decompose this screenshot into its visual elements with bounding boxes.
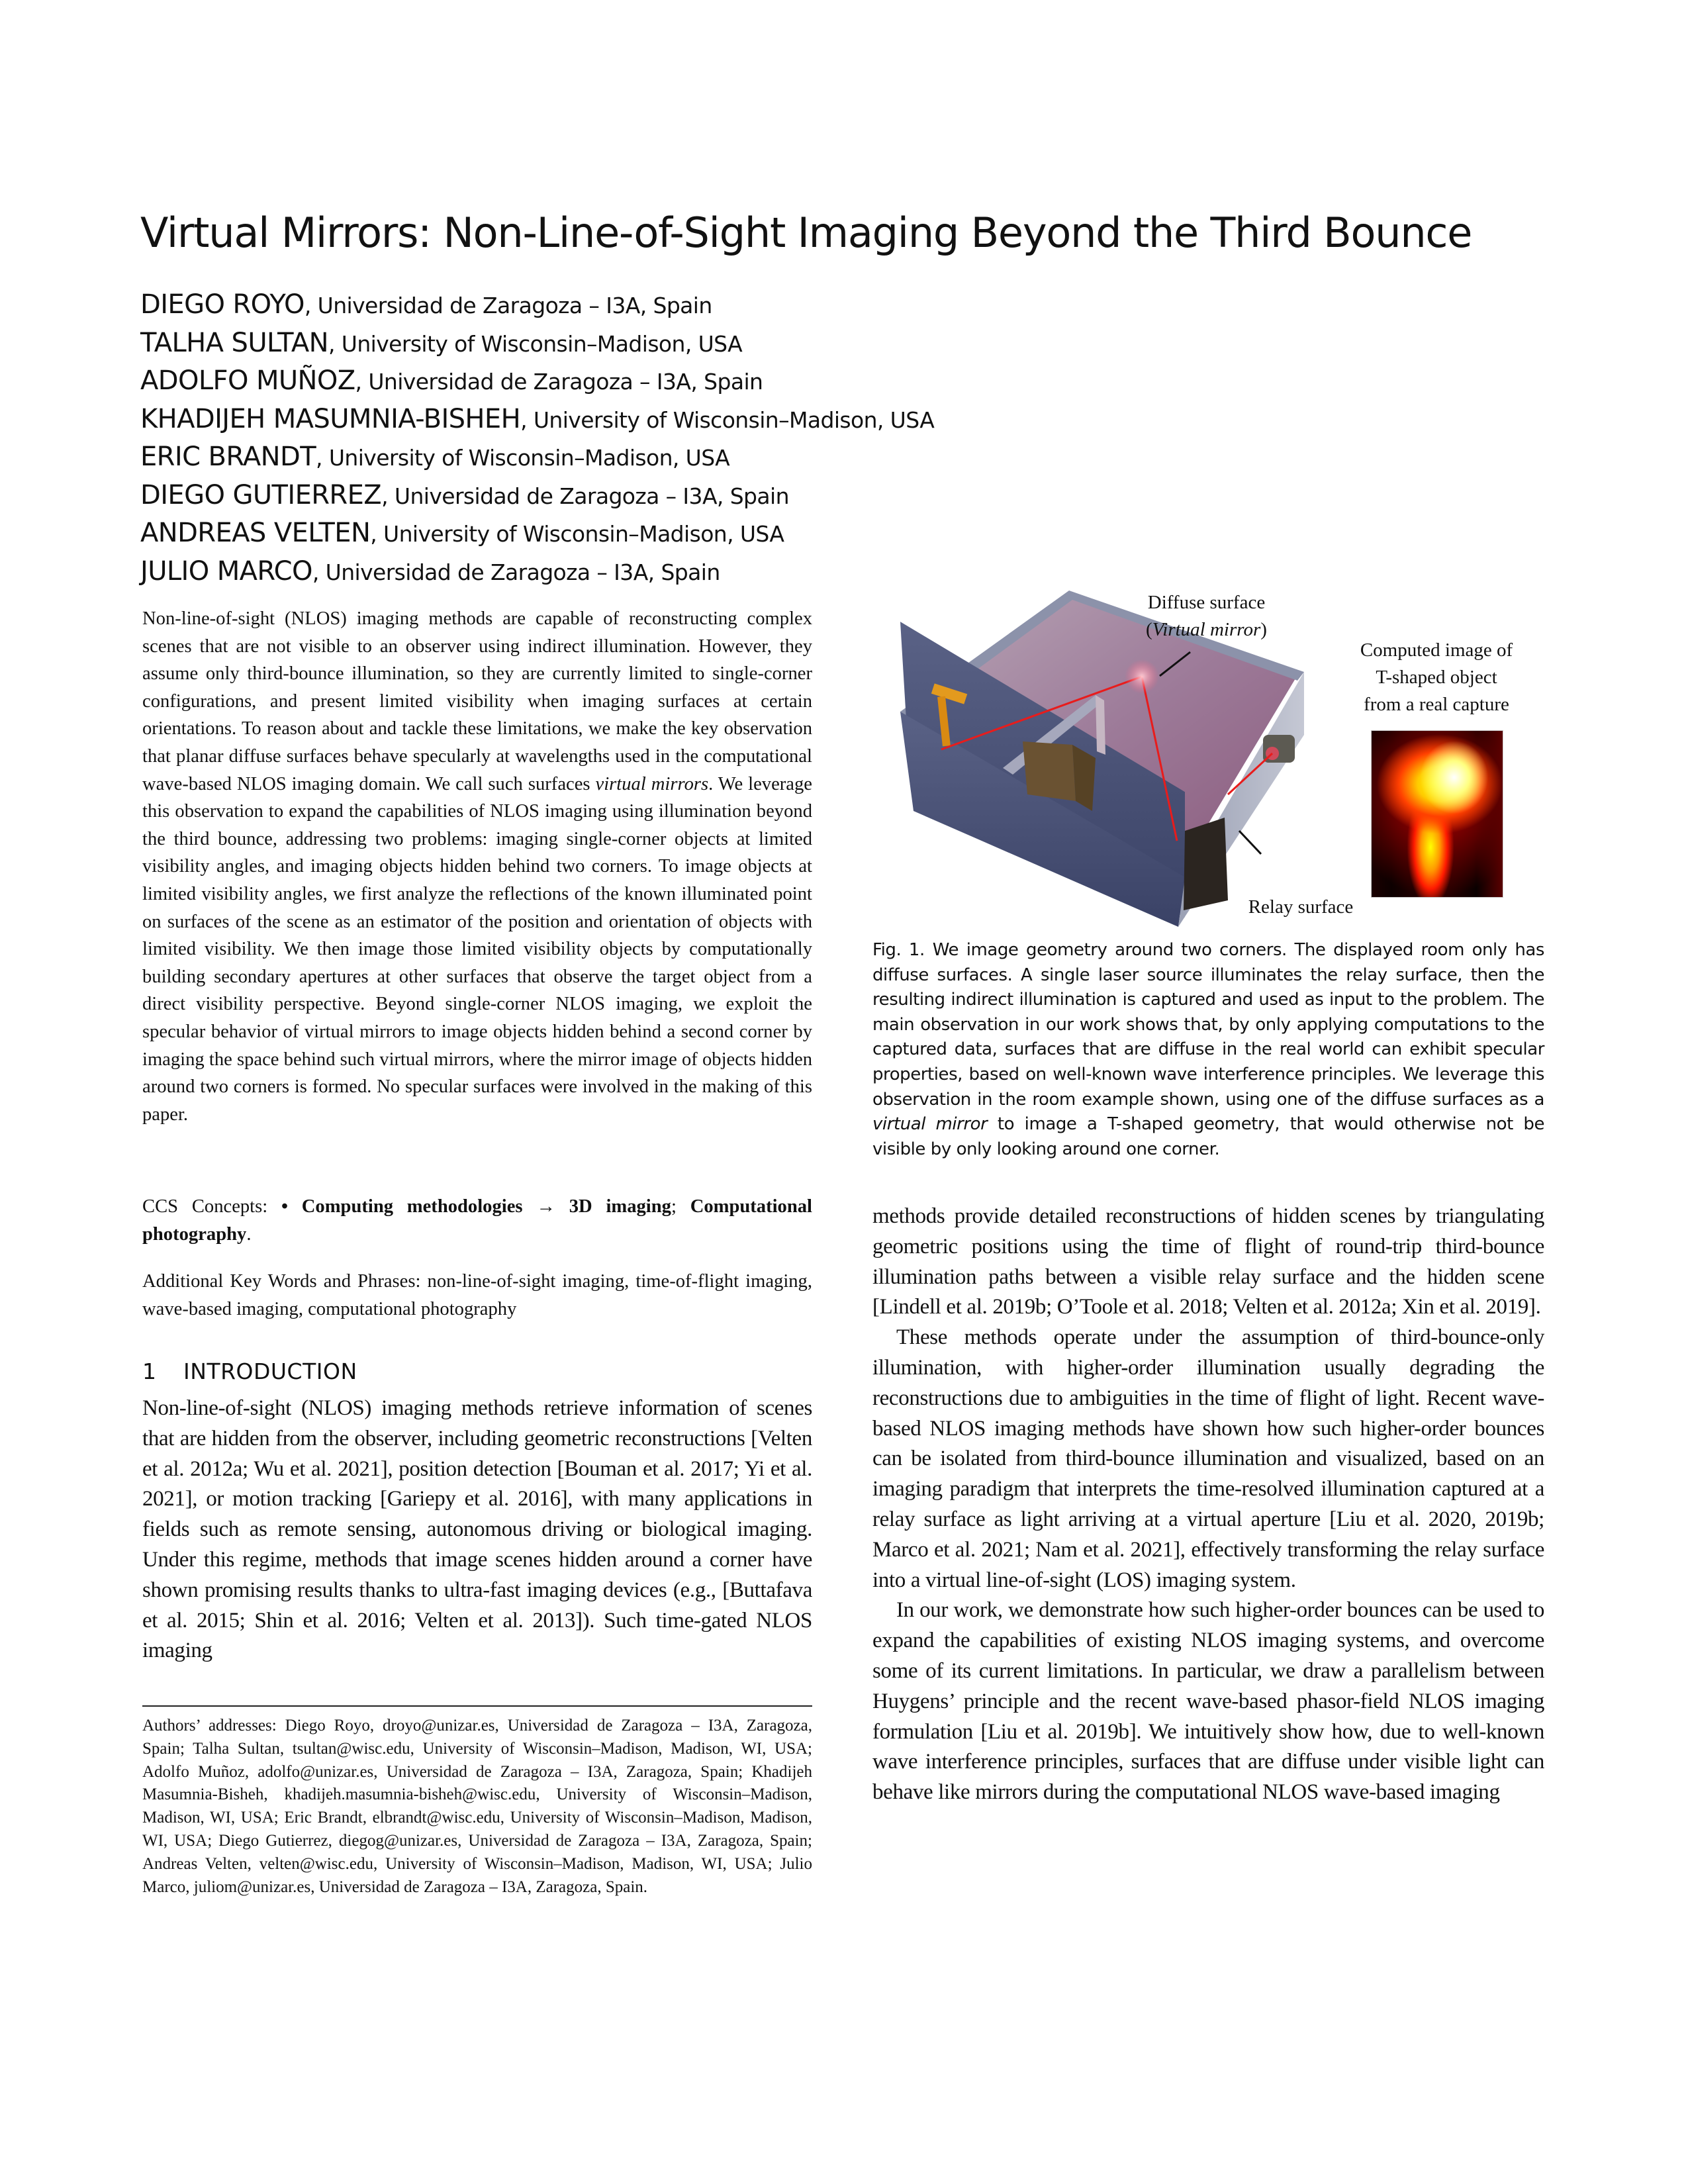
- author-affiliation: University of Wisconsin–Madison, USA: [533, 406, 935, 433]
- computed-heatmap-image: [1371, 730, 1503, 898]
- author-name: JULIO MARCO: [140, 555, 312, 587]
- label-line: Diffuse surface: [1147, 592, 1266, 613]
- keywords: [142, 1268, 812, 1323]
- author-separator: ,: [381, 483, 395, 509]
- ccs-concept: Computational photography: [142, 1196, 812, 1245]
- author-entry: [140, 286, 934, 324]
- label-line: [1135, 616, 1278, 643]
- author-name: TALHA SULTAN: [140, 327, 328, 358]
- abstract-text: . We leverage this observation to expand the capabilities of NLOS imaging using illumination beyond the third bounce, addressing two problems: imaging single-corner objects at limited visibility angles, and imaging objects hidden behind two corners. To image objects at limited visibility angles, we first analyze the reflections of the known illuminated point on surfaces of the scene as an estimator of the position and orientation of objects with limited visibility. We then image those limited visibility objects by computationally building secondary apertures at other surfaces that observe the target object from a direct visibility perspective. Beyond single-corner NLOS imaging, we exploit the specular behavior of virtual mirrors to image objects hidden behind a second corner by imaging the space behind such virtual mirrors, where the mirror image of objects hidden around two corners is formed. No specular surfaces were involved in the making of this paper.: [142, 773, 812, 1125]
- author-entry: [140, 438, 934, 477]
- body-paragraph: In our work, we demonstrate how such higher-order bounces can be used to expand the capabilities of existing NLOS imaging systems, and overcome some of its current limitations. In particular, we draw a parallelism between Huygens’ principle and the recent wave-based phasor-field NLOS imaging formulation [Liu et al. 2019b]. We intuitively show how, due to well-known wave interference principles, surfaces that are diffuse under visible light can behave like mirrors during the computational NLOS wave-based imaging: [872, 1598, 1544, 1805]
- intro-right-column: [872, 1202, 1544, 1808]
- ccs-arrow: →: [522, 1196, 569, 1217]
- label-relay-surface: Relay surface: [1248, 896, 1354, 918]
- author-name: ADOLFO MUÑOZ: [140, 365, 355, 396]
- caption-emphasis: virtual mirror: [872, 1114, 988, 1135]
- keywords-text: non-line-of-sight imaging, time-of-flight imaging, wave-based imaging, computational photography: [142, 1271, 813, 1319]
- abstract-text: Non-line-of-sight (NLOS) imaging methods are capable of reconstructing complex scenes that are not visible to an observer using indirect illumination. However, they assume only third-bounce illumination, so they are currently limited to single-corner configurations, and present limited visibility when imaging surfaces at certain orientations. To reason about and tackle these limitations, we make the key observation that planar diffuse surfaces behave specularly at wavelengths used in the computational wave-based NLOS imaging domain. We call such surfaces: [142, 608, 812, 794]
- laser-spot-glow: [1125, 659, 1159, 694]
- author-separator: ,: [304, 293, 318, 318]
- author-entry: [140, 477, 934, 515]
- label-computed-image: [1337, 637, 1536, 718]
- author-separator: ,: [520, 406, 534, 433]
- section-heading: [142, 1358, 357, 1384]
- author-affiliation: University of Wisconsin–Madison, USA: [328, 445, 730, 471]
- author-name: ERIC BRANDT: [140, 442, 316, 472]
- author-name: ANDREAS VELTEN: [140, 518, 371, 548]
- author-affiliation: Universidad de Zaragoza – I3A, Spain: [325, 559, 720, 585]
- body-paragraph: These methods operate under the assumption of third-bounce-only illumination, with higher-order illumination usually degrading the reconstructions due to ambiguities in the time of flight of light. Recent wave-based NLOS imaging methods have shown how such higher-order bounces can be isolated from third-bounce illumination and visualized, based on an imaging paradigm that interprets the time-resolved illumination captured at a relay surface as light arriving at a virtual aperture [Liu et al. 2020, 2019b; Marco et al. 2021; Nam et al. 2021], effectively transforming the relay surface into a virtual line-of-sight (LOS) imaging system.: [872, 1325, 1544, 1592]
- relay-surface: [1184, 818, 1228, 910]
- author-separator: ,: [328, 330, 342, 357]
- ccs-concept: Computing methodologies: [301, 1196, 523, 1217]
- abstract: [142, 605, 812, 1128]
- body-paragraph: Non-line-of-sight (NLOS) imaging methods retrieve information of scenes that are hidden from the observer, including geometric reconstructions [Velten et al. 2012a; Wu et al. 2021], position detection [Bouman et al. 2017; Yi et al. 2021], or motion tracking [Gariepy et al. 2016], with many applications in fields such as remote sensing, autonomous driving or biological imaging. Under this regime, methods that image scenes hidden around a corner have shown promising results thanks to ultra-fast imaging devices (e.g., [Buttafava et al. 2015; Shin et al. 2016; Velten et al. 2013]). Such time-gated NLOS imaging: [142, 1396, 812, 1663]
- author-separator: ,: [355, 369, 369, 395]
- author-separator: ,: [316, 445, 329, 471]
- ccs-concepts: [142, 1193, 812, 1248]
- keywords-label: Additional Key Words and Phrases:: [142, 1271, 428, 1292]
- author-entry: [140, 553, 934, 591]
- label-line: T-shaped object: [1376, 667, 1497, 688]
- author-entry: [140, 401, 934, 439]
- cabinet-box: [1023, 741, 1076, 801]
- author-separator: ,: [312, 559, 326, 585]
- body-paragraph: methods provide detailed reconstructions of hidden scenes by triangulating geometric positions using the time of flight of round-trip third-bounce illumination paths between a visible relay surface and the hidden scene [Lindell et al. 2019b; O’Toole et al. 2018; Velten et al. 2012a; Xin et al. 2019].: [872, 1204, 1544, 1319]
- leader-line-relay: [1239, 831, 1261, 854]
- label-italic: Virtual mirror: [1152, 619, 1261, 640]
- caption-text: We image geometry around two corners. The displayed room only has diffuse surfaces. A single laser source illuminates the relay surface, then the resulting indirect illumination is captured and used as input to the problem. The main observation in our work shows that, by only applying computations to the captured data, surfaces that are diffuse in the real world can exhibit specular properties, based on well-known wave interference principles. We leverage this observation in the room example shown, using one of the diffuse surfaces as a: [872, 940, 1544, 1110]
- author-entry: [140, 514, 934, 553]
- paren: (: [1146, 619, 1152, 640]
- author-affiliation: Universidad de Zaragoza – I3A, Spain: [394, 483, 789, 509]
- paren: ): [1260, 619, 1267, 640]
- label-line: Computed image of: [1360, 640, 1513, 661]
- author-affiliation: Universidad de Zaragoza – I3A, Spain: [317, 293, 712, 318]
- figure-caption: [872, 938, 1544, 1162]
- label-line: from a real capture: [1364, 694, 1509, 715]
- ccs-separator: ;: [671, 1196, 690, 1217]
- caption-text: to image a T-shaped geometry, that would otherwise not be visible by only looking around one corner.: [872, 1114, 1544, 1159]
- author-affiliation: Universidad de Zaragoza – I3A, Spain: [368, 369, 763, 395]
- room-illustration: [874, 583, 1350, 927]
- ccs-concept: 3D imaging: [569, 1196, 671, 1217]
- figure-1: [874, 583, 1556, 927]
- author-separator: ,: [370, 521, 384, 547]
- ccs-bullet: •: [281, 1196, 302, 1217]
- paper-title: Virtual Mirrors: Non-Line-of-Sight Imaging Beyond the Third Bounce: [140, 209, 1472, 257]
- label-diffuse-surface: [1135, 589, 1278, 643]
- footnote-divider: [142, 1705, 812, 1707]
- author-affiliation: University of Wisconsin–Madison, USA: [383, 521, 784, 547]
- author-entry: [140, 324, 934, 363]
- section-title: INTRODUCTION: [183, 1358, 357, 1384]
- author-name: DIEGO ROYO: [140, 289, 305, 320]
- author-name: DIEGO GUTIERREZ: [140, 479, 382, 510]
- author-list: [140, 286, 934, 591]
- ccs-label: CCS Concepts:: [142, 1196, 281, 1217]
- abstract-emphasis: virtual mirrors: [595, 773, 709, 794]
- divider-face: [1096, 695, 1105, 755]
- author-name: KHADIJEH MASUMNIA-BISHEH: [140, 403, 521, 434]
- author-entry: [140, 362, 934, 401]
- ccs-end: .: [246, 1223, 252, 1245]
- author-affiliation: University of Wisconsin–Madison, USA: [341, 330, 743, 357]
- section-number: 1: [142, 1358, 157, 1384]
- author-addresses-footnote: Authors’ addresses: Diego Royo, droyo@unizar.es, Universidad de Zaragoza – I3A, Zaragoza, Spain; Talha Sultan, tsultan@wisc.edu, University of Wisconsin–Madison, Madison, WI, USA; Adolfo Muñoz, adolfo@unizar.es, Universidad de Zaragoza – I3A, Zaragoza, Spain; Khadijeh Masumnia-Bisheh, khadijeh.masumnia-bisheh@wisc.edu, University of Wisconsin–Madison, Madison, WI, USA; Eric Brandt, elbrandt@wisc.edu, University of Wisconsin–Madison, Madison, WI, USA; Diego Gutierrez, diegog@unizar.es, Universidad de Zaragoza – I3A, Zaragoza, Spain; Andreas Velten, velten@wisc.edu, University of Wisconsin–Madison, Madison, WI, USA; Julio Marco, juliom@unizar.es, Universidad de Zaragoza – I3A, Zaragoza, Spain.: [142, 1717, 812, 1896]
- caption-label: Fig. 1.: [872, 940, 925, 960]
